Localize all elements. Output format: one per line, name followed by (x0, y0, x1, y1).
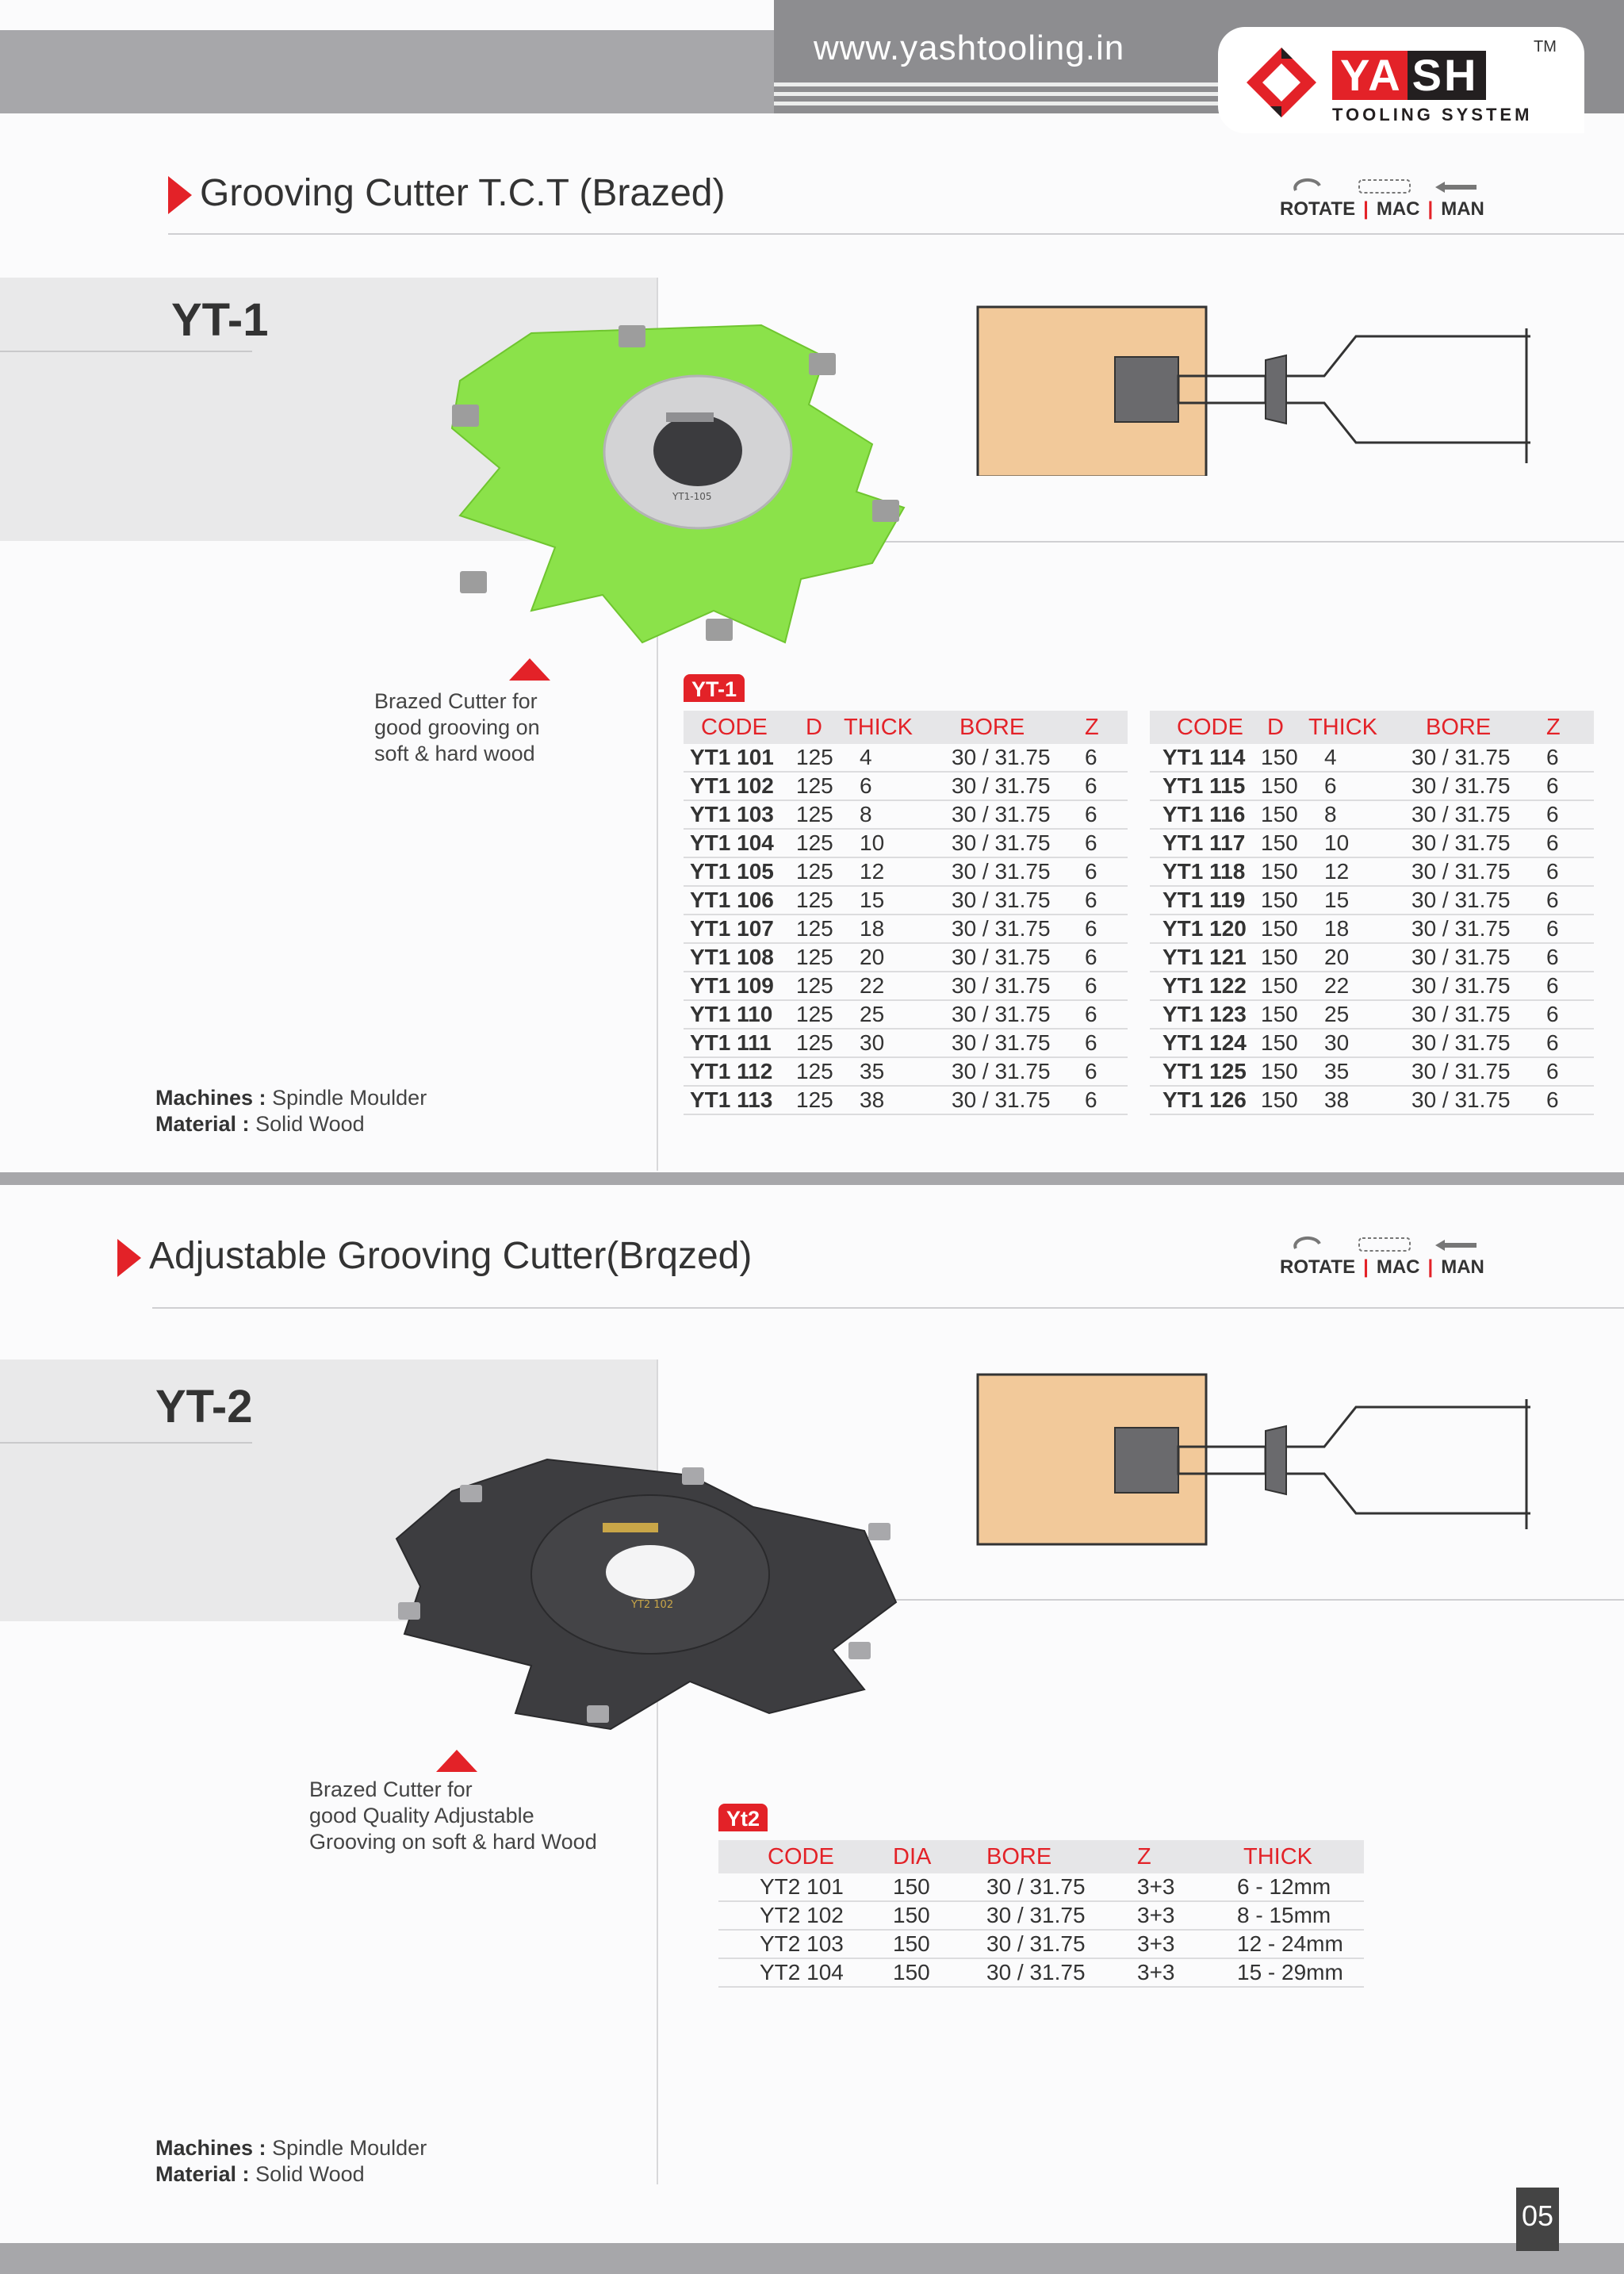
rotate-mac-man-labels: ROTATE | MAC | MAN (1280, 1256, 1484, 1278)
table-cell: YT1 115 (1150, 772, 1261, 800)
col-header: Z (1072, 711, 1128, 744)
table-cell: 6 (1538, 772, 1594, 800)
table-row (684, 1029, 1128, 1057)
table-row (1150, 772, 1594, 800)
col-header: Z (1538, 711, 1594, 744)
table-cell: 6 (1072, 943, 1128, 972)
header-stripe (774, 102, 1218, 105)
table-cell: 15 (842, 886, 921, 915)
table-cell: 30 / 31.75 (1388, 744, 1538, 772)
table-row (684, 1086, 1128, 1114)
table-cell: 30 / 31.75 (1388, 1057, 1538, 1086)
table-cell: 125 (795, 972, 842, 1000)
table-row (684, 972, 1128, 1000)
table-cell: YT1 112 (684, 1057, 795, 1086)
section2-machine-info (155, 2135, 427, 2188)
table-cell: YT1 125 (1150, 1057, 1261, 1086)
table-cell: 125 (795, 744, 842, 772)
table-row (718, 1958, 1364, 1987)
col-header: THICK (1197, 1840, 1364, 1873)
footer-bar (0, 2243, 1624, 2274)
table-cell: 20 (1308, 943, 1388, 972)
material-line (155, 2161, 427, 2188)
table-row (1150, 829, 1594, 857)
rotate-label: ROTATE (1280, 1256, 1356, 1278)
table-cell: 6 (1538, 915, 1594, 943)
table-cell: 25 (842, 1000, 921, 1029)
man-label: MAN (1441, 198, 1484, 220)
man-label: MAN (1441, 1256, 1484, 1278)
table-cell: YT1 104 (684, 829, 795, 857)
table-row (1150, 915, 1594, 943)
table-cell: 30 / 31.75 (1388, 886, 1538, 915)
col-header: CODE (718, 1840, 893, 1873)
table-cell: 6 (1538, 1057, 1594, 1086)
table-row (1150, 857, 1594, 886)
table-cell: 3+3 (1123, 1901, 1197, 1930)
table-cell: 6 (1072, 1000, 1128, 1029)
table-cell: YT1 122 (1150, 972, 1261, 1000)
table-cell: YT1 124 (1150, 1029, 1261, 1057)
section2-table (718, 1840, 1364, 1988)
section1-machine-info (155, 1085, 427, 1137)
table-cell: 125 (795, 886, 842, 915)
table-cell: 3+3 (1123, 1958, 1197, 1987)
table-row (1150, 886, 1594, 915)
section2-table-tag: Yt2 (718, 1804, 768, 1831)
table-cell: YT1 101 (684, 744, 795, 772)
rotate-icon (1295, 180, 1320, 190)
table-cell: 4 (842, 744, 921, 772)
man-icon (1435, 1240, 1477, 1251)
table-cell: 12 (842, 857, 921, 886)
table-cell: YT2 104 (718, 1958, 893, 1987)
table-row (1150, 744, 1594, 772)
table-cell: 6 - 12mm (1197, 1873, 1364, 1901)
table-cell: YT2 102 (718, 1901, 893, 1930)
section-marker (168, 176, 192, 214)
table-cell: 30 / 31.75 (921, 829, 1072, 857)
table-cell: 18 (842, 915, 921, 943)
col-header: THICK (1308, 711, 1388, 744)
table-row (684, 744, 1128, 772)
table-row (684, 772, 1128, 800)
table-cell: YT1 110 (684, 1000, 795, 1029)
adjustable-cutter-image (389, 1444, 912, 1761)
table-cell: 10 (1308, 829, 1388, 857)
section2-caption (309, 1777, 597, 1855)
table-cell: 150 (1261, 943, 1308, 972)
table-cell: 15 - 29mm (1197, 1958, 1364, 1987)
table-cell: 30 / 31.75 (921, 800, 1072, 829)
website-url[interactable]: www.yashtooling.in (814, 29, 1125, 67)
table-cell: 6 (1538, 972, 1594, 1000)
table-cell: 30 / 31.75 (1388, 800, 1538, 829)
col-header: BORE (1388, 711, 1538, 744)
section1-table-right (1150, 711, 1594, 1115)
mac-label: MAC (1376, 1256, 1420, 1278)
section1-table-tag: YT-1 (684, 674, 745, 702)
table-cell: YT1 107 (684, 915, 795, 943)
profile-diagram-2 (975, 1372, 1546, 1547)
table-cell: YT1 102 (684, 772, 795, 800)
table-cell: 15 (1308, 886, 1388, 915)
table-cell: YT1 116 (1150, 800, 1261, 829)
table-cell: 30 / 31.75 (921, 857, 1072, 886)
table-cell: 6 (1072, 744, 1128, 772)
table-cell: 35 (1308, 1057, 1388, 1086)
table-cell: 3+3 (1123, 1930, 1197, 1958)
table-row (684, 886, 1128, 915)
man-icon (1435, 182, 1477, 193)
table-cell: 6 (842, 772, 921, 800)
table-cell: 150 (1261, 1000, 1308, 1029)
table-cell: 30 / 31.75 (977, 1873, 1123, 1901)
header-stripe (774, 82, 1218, 86)
machines-label: Machines : (155, 1086, 266, 1110)
table-cell: 150 (893, 1873, 977, 1901)
machines-value: Spindle Moulder (272, 2136, 427, 2160)
table-cell: 125 (795, 1000, 842, 1029)
table-cell: 125 (795, 857, 842, 886)
table-cell: 30 / 31.75 (921, 744, 1072, 772)
table-header (718, 1840, 1364, 1873)
model-underline (0, 351, 252, 352)
table-cell: 20 (842, 943, 921, 972)
table-cell: 150 (1261, 972, 1308, 1000)
table-cell: 6 (1072, 772, 1128, 800)
caption-pointer (509, 658, 550, 681)
table-cell: 6 (1308, 772, 1388, 800)
table-cell: 150 (893, 1930, 977, 1958)
caption-line: Grooving on soft & hard Wood (309, 1830, 597, 1854)
table-cell: 6 (1072, 1029, 1128, 1057)
table-cell: 30 / 31.75 (921, 1029, 1072, 1057)
table-row (1150, 972, 1594, 1000)
table-row (718, 1873, 1364, 1901)
table-cell: 6 (1072, 972, 1128, 1000)
table-cell: 30 / 31.75 (1388, 857, 1538, 886)
col-header: BORE (977, 1840, 1123, 1873)
table-cell: 30 (842, 1029, 921, 1057)
logo-ya: YA (1332, 51, 1408, 100)
table-cell: 30 / 31.75 (977, 1930, 1123, 1958)
trademark: TM (1534, 38, 1557, 56)
rotate-label: ROTATE (1280, 198, 1356, 220)
material-label: Material : (155, 2162, 250, 2186)
table-cell: 125 (795, 1086, 842, 1114)
table-cell: 8 - 15mm (1197, 1901, 1364, 1930)
table-cell: YT1 126 (1150, 1086, 1261, 1114)
table-row (1150, 1029, 1594, 1057)
table-cell: 150 (1261, 1086, 1308, 1114)
table-cell: 6 (1538, 886, 1594, 915)
table-cell: 6 (1072, 829, 1128, 857)
col-header: DIA (893, 1840, 977, 1873)
mac-icon (1359, 1238, 1410, 1251)
table-cell: 6 (1538, 943, 1594, 972)
table-cell: YT1 111 (684, 1029, 795, 1057)
caption-line: soft & hard wood (374, 742, 535, 765)
section-marker (117, 1239, 141, 1277)
table-row (684, 1000, 1128, 1029)
table-cell: 8 (1308, 800, 1388, 829)
table-cell: 30 / 31.75 (921, 772, 1072, 800)
table-row (684, 915, 1128, 943)
table-row (718, 1930, 1364, 1958)
logo-sh: SH (1408, 51, 1487, 100)
table-cell: 38 (1308, 1086, 1388, 1114)
material-line (155, 1111, 427, 1137)
table-cell: YT1 118 (1150, 857, 1261, 886)
table-cell: 30 / 31.75 (921, 915, 1072, 943)
caption-pointer (436, 1750, 477, 1772)
table-cell: YT1 109 (684, 972, 795, 1000)
table-header (1150, 711, 1594, 744)
table-cell: 30 / 31.75 (921, 886, 1072, 915)
table-cell: YT2 101 (718, 1873, 893, 1901)
table-cell: 30 / 31.75 (921, 1000, 1072, 1029)
table-cell: 125 (795, 800, 842, 829)
table-row (1150, 943, 1594, 972)
table-cell: 4 (1308, 744, 1388, 772)
table-cell: 150 (893, 1958, 977, 1987)
table-cell: 10 (842, 829, 921, 857)
table-cell: 8 (842, 800, 921, 829)
section1-caption (374, 688, 540, 767)
table-cell: 6 (1072, 800, 1128, 829)
table-cell: 30 / 31.75 (1388, 1029, 1538, 1057)
table-cell: 150 (1261, 1057, 1308, 1086)
table-cell: YT1 113 (684, 1086, 795, 1114)
table-cell: YT1 117 (1150, 829, 1261, 857)
machines-value: Spindle Moulder (272, 1086, 427, 1110)
table-cell: YT1 120 (1150, 915, 1261, 943)
rotate-mac-man-icons (1288, 1234, 1494, 1258)
machines-label: Machines : (155, 2136, 266, 2160)
table-cell: 12 - 24mm (1197, 1930, 1364, 1958)
page-number: 05 (1516, 2188, 1559, 2251)
table-cell: 30 / 31.75 (1388, 829, 1538, 857)
table-cell: 150 (893, 1901, 977, 1930)
table-cell: 30 / 31.75 (1388, 772, 1538, 800)
table-row (1150, 1057, 1594, 1086)
table-cell: 30 / 31.75 (1388, 972, 1538, 1000)
table-cell: 38 (842, 1086, 921, 1114)
table-cell: 12 (1308, 857, 1388, 886)
table-cell: 22 (1308, 972, 1388, 1000)
table-cell: 125 (795, 829, 842, 857)
table-cell: 30 / 31.75 (1388, 943, 1538, 972)
yash-logo-icon (1242, 43, 1321, 122)
table-cell: 6 (1538, 829, 1594, 857)
table-row (1150, 1086, 1594, 1114)
table-cell: 6 (1072, 1057, 1128, 1086)
table-cell: 6 (1072, 886, 1128, 915)
section-divider (0, 1172, 1624, 1185)
table-cell: YT1 114 (1150, 744, 1261, 772)
section1-title: Grooving Cutter T.C.T (Brazed) (200, 172, 726, 214)
grooving-cutter-image (428, 309, 920, 658)
section-rule (168, 233, 1624, 235)
table-cell: 30 / 31.75 (921, 943, 1072, 972)
table-cell: 6 (1538, 1000, 1594, 1029)
table-row (1150, 1000, 1594, 1029)
material-value: Solid Wood (255, 1112, 365, 1136)
header-stripe (774, 92, 1218, 96)
table-cell: YT1 103 (684, 800, 795, 829)
col-header: D (1261, 711, 1308, 744)
table-row (684, 857, 1128, 886)
material-label: Material : (155, 1112, 250, 1136)
header-bar (0, 30, 774, 113)
section-rule (152, 1307, 1624, 1309)
table-row (684, 1057, 1128, 1086)
table-cell: 6 (1072, 1086, 1128, 1114)
table-cell: 30 / 31.75 (977, 1901, 1123, 1930)
table-cell: 125 (795, 1057, 842, 1086)
rotate-icon (1295, 1238, 1320, 1248)
table-cell: 150 (1261, 915, 1308, 943)
table-row (718, 1901, 1364, 1930)
col-header: D (795, 711, 842, 744)
table-cell: 35 (842, 1057, 921, 1086)
table-cell: 6 (1538, 800, 1594, 829)
table-cell: 6 (1538, 1029, 1594, 1057)
table-cell: 150 (1261, 744, 1308, 772)
table-cell: 30 / 31.75 (1388, 1000, 1538, 1029)
table-cell: YT1 105 (684, 857, 795, 886)
table-cell: 6 (1072, 857, 1128, 886)
table-cell: 6 (1072, 915, 1128, 943)
svg-text:YT2 102: YT2 102 (631, 1599, 674, 1611)
caption-line: Brazed Cutter for (309, 1777, 473, 1801)
svg-text:YT1-105: YT1-105 (672, 491, 712, 502)
table-cell: 30 (1308, 1029, 1388, 1057)
machines-line (155, 2135, 427, 2161)
model-label: YT-1 (171, 294, 269, 346)
table-cell: 3+3 (1123, 1873, 1197, 1901)
rotate-mac-man-labels: ROTATE | MAC | MAN (1280, 198, 1484, 220)
brand-logo (1332, 51, 1486, 100)
table-cell: 6 (1538, 1086, 1594, 1114)
table-row (684, 829, 1128, 857)
machines-line (155, 1085, 427, 1111)
table-cell: YT1 123 (1150, 1000, 1261, 1029)
table-row (684, 943, 1128, 972)
mac-label: MAC (1376, 198, 1420, 220)
caption-line: good Quality Adjustable (309, 1804, 534, 1827)
material-value: Solid Wood (255, 2162, 365, 2186)
mac-icon (1359, 180, 1410, 193)
table-cell: 125 (795, 1029, 842, 1057)
table-cell: 125 (795, 915, 842, 943)
section2-title: Adjustable Grooving Cutter(Brqzed) (149, 1235, 753, 1277)
col-header: CODE (684, 711, 795, 744)
engraved-logo-icon (603, 1523, 658, 1532)
table-cell: YT1 106 (684, 886, 795, 915)
model-label: YT-2 (155, 1381, 253, 1432)
col-header: BORE (921, 711, 1072, 744)
table-cell: 150 (1261, 772, 1308, 800)
table-cell: 30 / 31.75 (921, 1057, 1072, 1086)
table-cell: 125 (795, 772, 842, 800)
table-cell: YT1 108 (684, 943, 795, 972)
table-cell: 150 (1261, 886, 1308, 915)
caption-line: Brazed Cutter for (374, 689, 538, 713)
table-cell: YT1 121 (1150, 943, 1261, 972)
table-cell: 30 / 31.75 (977, 1958, 1123, 1987)
table-row (1150, 800, 1594, 829)
rotate-mac-man-icons (1288, 176, 1494, 200)
table-cell: 25 (1308, 1000, 1388, 1029)
table-cell: 30 / 31.75 (921, 1086, 1072, 1114)
profile-diagram-1 (975, 305, 1546, 476)
col-header: CODE (1150, 711, 1261, 744)
table-header (684, 711, 1128, 744)
logo-subtitle: TOOLING SYSTEM (1332, 105, 1533, 125)
table-row (684, 800, 1128, 829)
section1-table-left (684, 711, 1128, 1115)
table-cell: 150 (1261, 857, 1308, 886)
table-cell: 150 (1261, 829, 1308, 857)
table-cell: 22 (842, 972, 921, 1000)
table-cell: 18 (1308, 915, 1388, 943)
col-header: THICK (842, 711, 921, 744)
table-cell: 6 (1538, 857, 1594, 886)
table-cell: 30 / 31.75 (1388, 915, 1538, 943)
table-cell: 150 (1261, 800, 1308, 829)
table-cell: 125 (795, 943, 842, 972)
model-underline (0, 1442, 252, 1444)
engraved-logo-icon (666, 412, 714, 422)
table-cell: 30 / 31.75 (921, 972, 1072, 1000)
col-header: Z (1123, 1840, 1197, 1873)
caption-line: good grooving on (374, 715, 540, 739)
table-cell: 6 (1538, 744, 1594, 772)
table-cell: 30 / 31.75 (1388, 1086, 1538, 1114)
table-cell: YT1 119 (1150, 886, 1261, 915)
table-cell: 150 (1261, 1029, 1308, 1057)
table-cell: YT2 103 (718, 1930, 893, 1958)
